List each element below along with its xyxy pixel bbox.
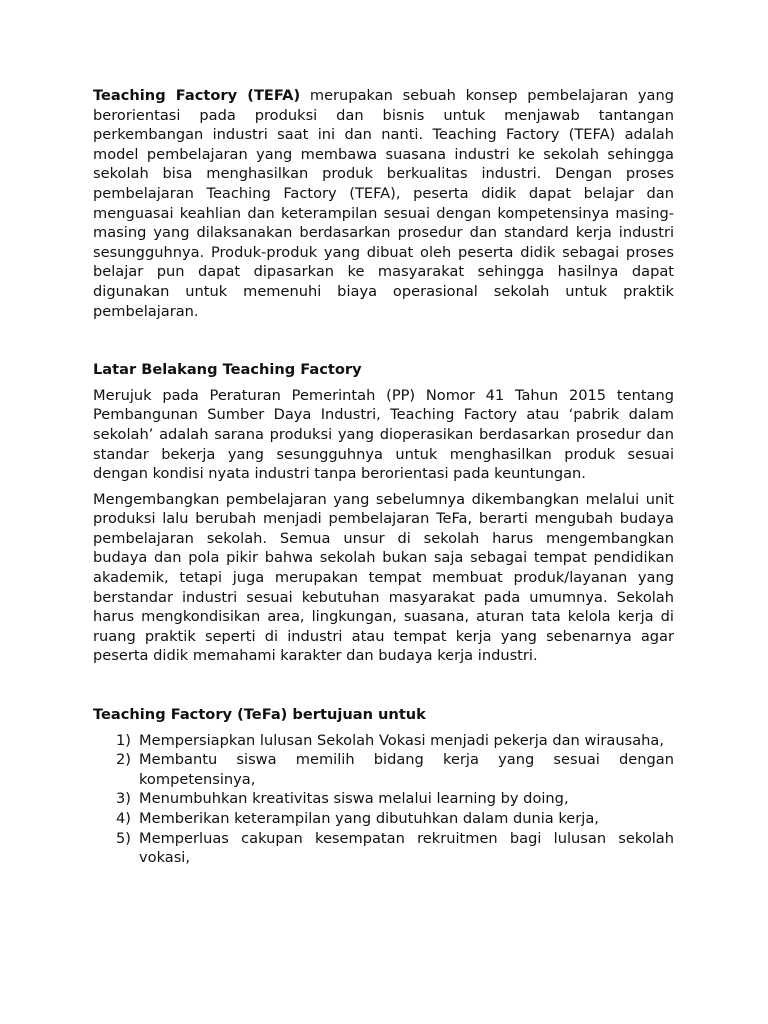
background-paragraph-1: Merujuk pada Peraturan Pemerintah (PP) Nomor 41 Tahun 2015 tentang Pembangunan Sumber Daya Industri, Teaching Factory atau ‘pabrik dalam sekolah’ adalah sarana produksi yang dioperasikan berdasarkan prosedur dan standar bekerja yang sesungguhnya untuk menghasilkan produk sesuai dengan kondisi nyata industri tanpa berorientasi pada keuntungan. — [93, 386, 674, 483]
list-item-text: Memberikan keterampilan yang dibutuhkan dalam dunia kerja, — [139, 810, 599, 827]
goals-list-item — [93, 809, 674, 829]
list-item-number: 3) — [116, 790, 131, 808]
goals-list-item — [93, 731, 674, 751]
list-item-text: Memperluas cakupan kesempatan rekruitmen bagi lulusan sekolah vokasi, — [139, 829, 674, 867]
background-heading: Latar Belakang Teaching Factory — [93, 361, 362, 379]
goals-heading: Teaching Factory (TeFa) bertujuan untuk — [93, 706, 426, 724]
list-item-number: 1) — [116, 731, 131, 749]
intro-text: merupakan sebuah konsep pembelajaran yang berorientasi pada produksi dan bisnis untuk menjawab tantangan perkembangan industri saat ini dan nanti. Teaching Factory (TEFA) adalah model pembelajaran yang membawa suasana industri ke sekolah sehingga sekolah bisa menghasilkan produk berkualitas industri. Dengan proses pembelajaran Teaching Factory (TEFA), peserta didik dapat belajar dan menguasai keahlian dan keterampilan sesuai dengan kompetensinya masing-masing yang dilaksanakan berdasarkan prosedur dan standard kerja industri sesungguhnya. Produk-produk yang dibuat oleh peserta didik sebagai proses belajar pun dapat dipasarkan ke masyarakat sehingga hasilnya dapat digunakan untuk memenuhi biaya operasional sekolah untuk praktik pembelajaran. — [93, 87, 674, 320]
list-item-number: 5) — [116, 829, 131, 847]
background-paragraph-2: Mengembangkan pembelajaran yang sebelumnya dikembangkan melalui unit produksi lalu berubah menjadi pembelajaran TeFa, berarti mengubah budaya pembelajaran sekolah. Semua unsur di sekolah harus mengembangkan budaya dan pola pikir bahwa sekolah bukan saja sebagai tempat pendidikan akademik, tetapi juga merupakan tempat membuat produk/layanan yang berstandar industri sesuai kebutuhan masyarakat pada umumnya. Sekolah harus mengkondisikan area, lingkungan, suasana, aturan tata kelola kerja di ruang praktik seperti di industri atau tempat kerja yang sebenarnya agar peserta didik memahami karakter dan budaya kerja industri. — [93, 490, 674, 665]
goals-list-item — [93, 829, 674, 868]
intro-lead-term: Teaching Factory (TEFA) — [93, 87, 301, 104]
list-item-text: Mempersiapkan lulusan Sekolah Vokasi menjadi pekerja dan wirausaha, — [139, 731, 665, 749]
goals-list-item — [93, 750, 674, 789]
intro-paragraph — [93, 86, 674, 321]
list-item-text: Menumbuhkan kreativitas siswa melalui learning by doing, — [139, 790, 569, 808]
list-item-number: 2) — [116, 751, 131, 769]
list-item-text: Membantu siswa memilih bidang kerja yang sesuai dengan kompetensinya, — [139, 751, 674, 788]
list-item-number: 4) — [116, 810, 131, 827]
goals-list-item — [93, 789, 674, 809]
goals-list — [93, 731, 674, 868]
